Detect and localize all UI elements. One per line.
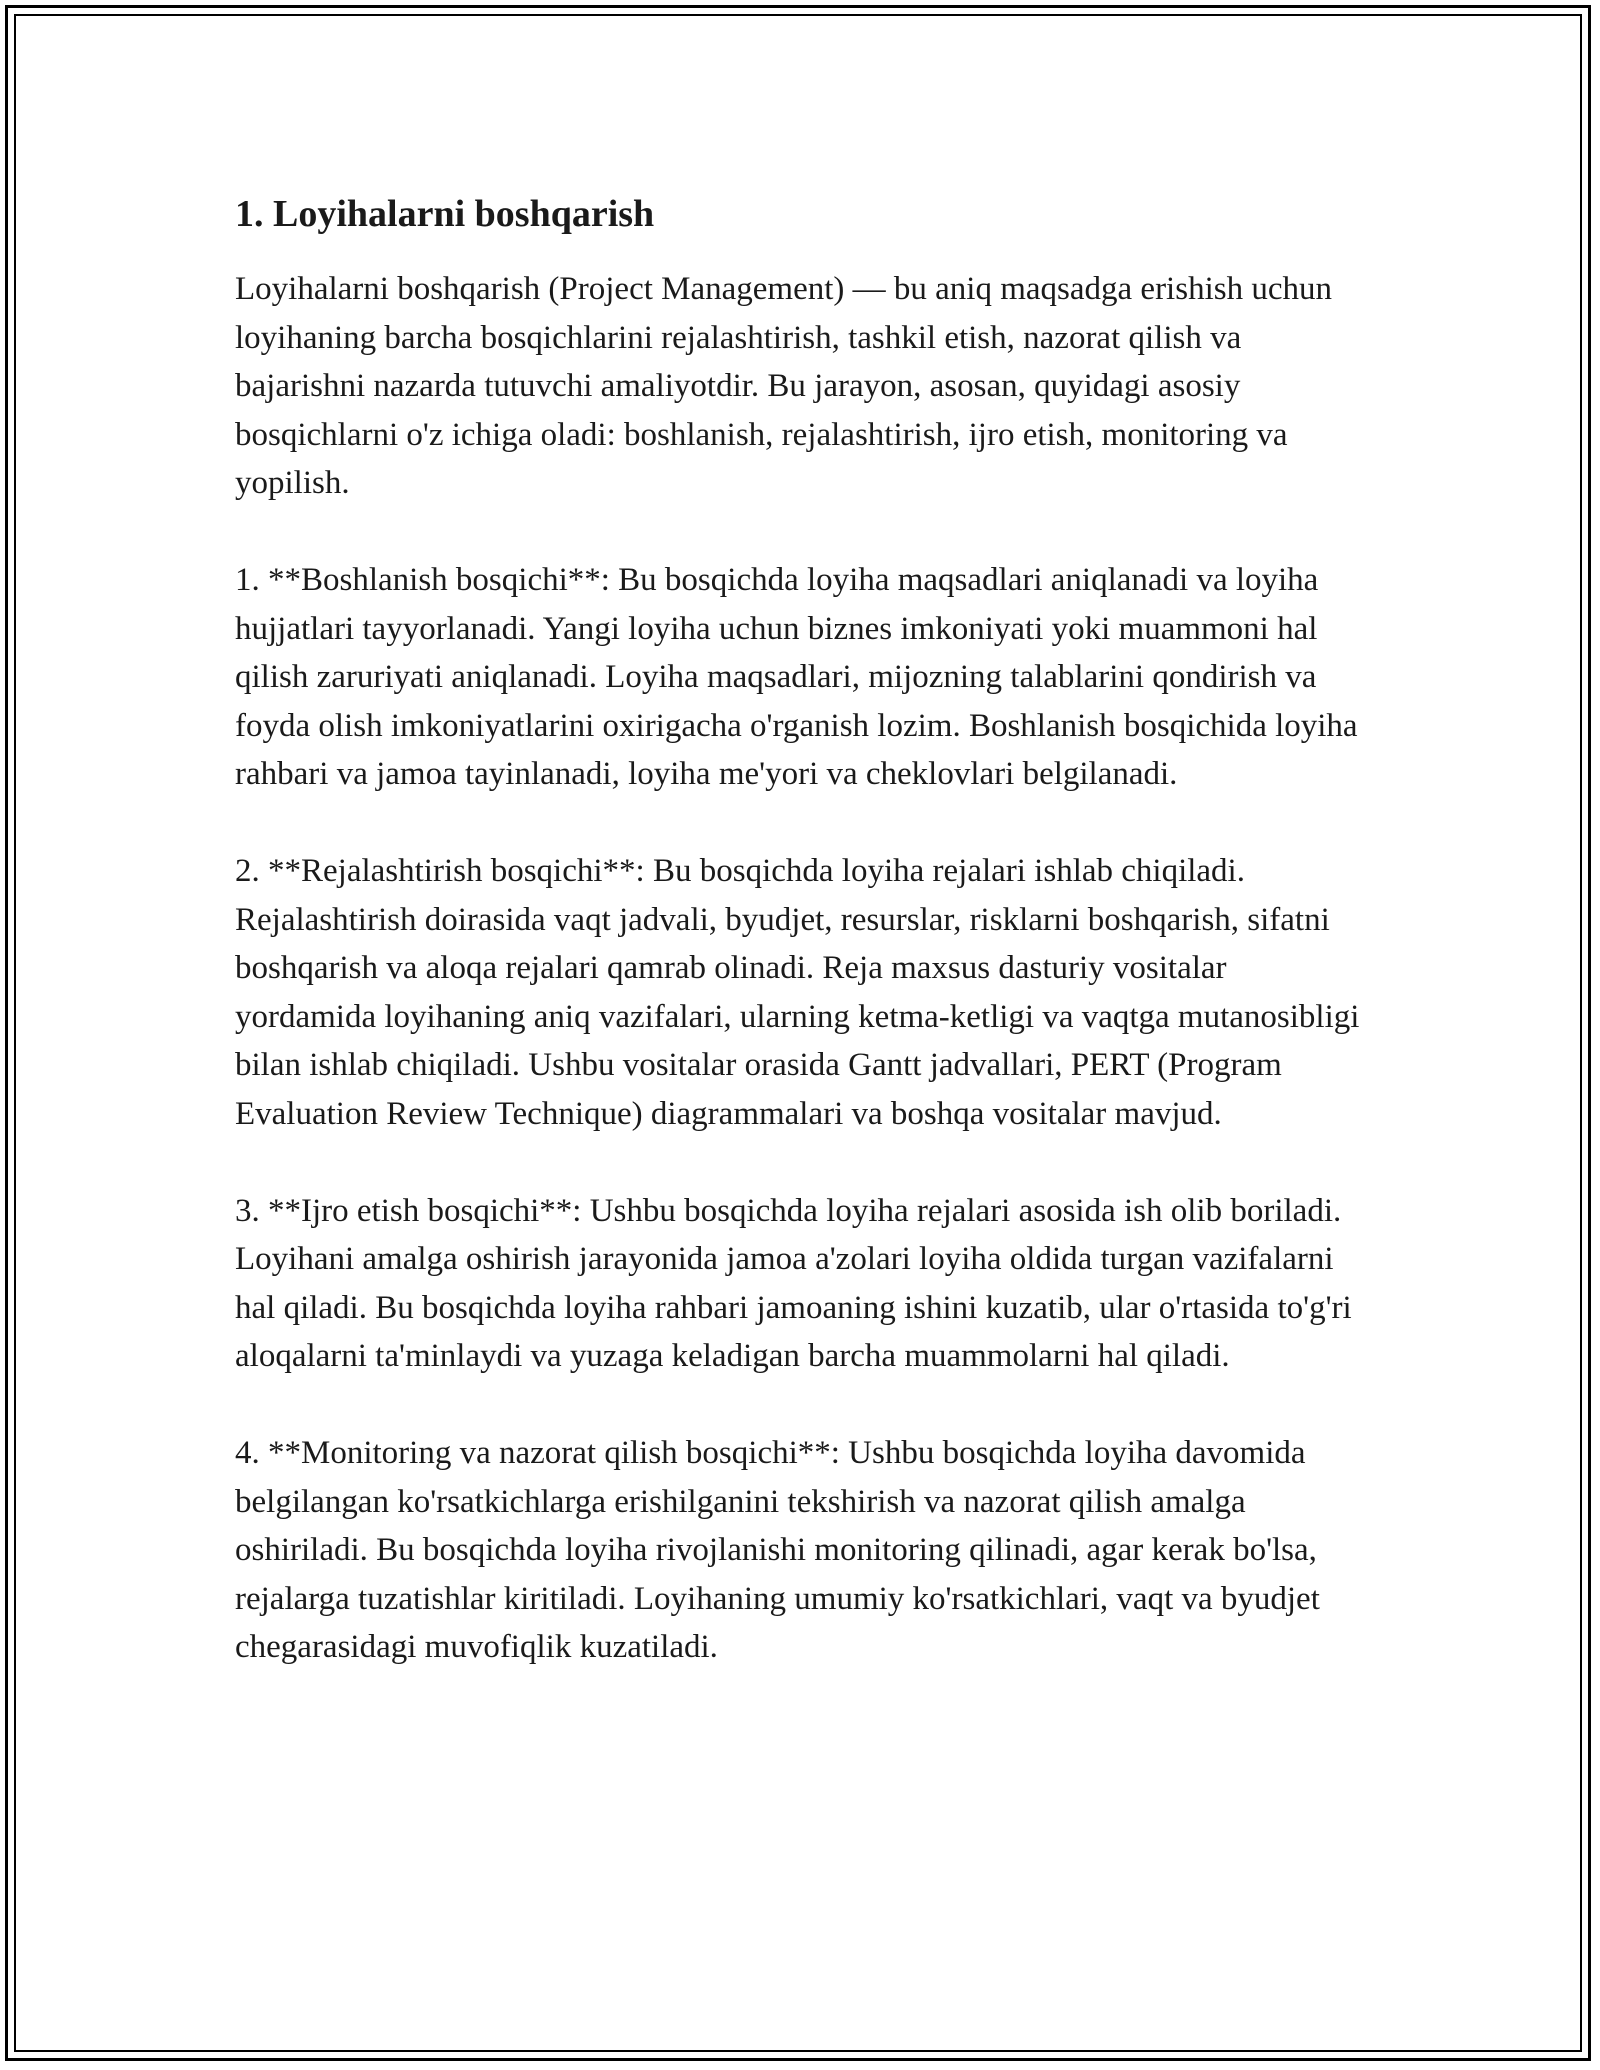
paragraph-boshlanish: 1. **Boshlanish bosqichi**: Bu bosqichda loyiha maqsadlari aniqlanadi va loyiha hujjatlari tayyorlanadi. Yangi loyiha uchun biznes imkoniyati yoki muammoni hal qilish zaruriyati aniqlanadi. Loyiha maqsadlari, mijozning talablarini qondirish va foyda olish imkoniyatlarini oxirigacha o'rganish lozim. Boshlanish bosqichida loyiha rahbari va jamoa tayinlanadi, loyiha me'yori va cheklovlari belgilanadi. — [235, 562, 1358, 792]
paragraph-monitoring: 4. **Monitoring va nazorat qilish bosqichi**: Ushbu bosqichda loyiha davomida belgilangan ko'rsatkichlarga erishilganini tekshirish va nazorat qilish amalga oshiriladi. Bu bosqichda loyiha rivojlanishi monitoring qilinadi, agar kerak bo'lsa, rejalarga tuzatishlar kiritiladi. Loyihaning umumiy ko'rsatkichlari, vaqt va byudjet chegarasidagi muvofiqlik kuzatiladi. — [235, 1435, 1320, 1665]
paragraph-ijro: 3. **Ijro etish bosqichi**: Ushbu bosqichda loyiha rejalari asosida ish olib boriladi. Loyihani amalga oshirish jarayonida jamoa a'zolari loyiha oldida turgan vazifalarni hal qiladi. Bu bosqichda loyiha rahbari jamoaning ishini kuzatib, ular o'rtasida to'g'ri aloqalarni ta'minlaydi va yuzaga keladigan barcha muammolarni hal qiladi. — [235, 1192, 1352, 1374]
paragraph-rejalashtirish: 2. **Rejalashtirish bosqichi**: Bu bosqichda loyiha rejalari ishlab chiqiladi. Rejalashtirish doirasida vaqt jadvali, byudjet, resurslar, risklarni boshqarish, sifatni boshqarish va aloqa rejalari qamrab olinadi. Reja maxsus dasturiy vositalar yordamida loyihaning aniq vazifalari, ularning ketma-ketligi va vaqtga mutanosibligi bilan ishlab chiqiladi. Ushbu vositalar orasida Gantt jadvallari, PERT (Program Evaluation Review Technique) diagrammalari va boshqa vositalar mavjud. — [235, 853, 1360, 1132]
document-title: 1. Loyihalarni boshqarish — [235, 193, 655, 235]
intro-paragraph: Loyihalarni boshqarish (Project Management) — bu aniq maqsadga erishish uchun loyihaning barcha bosqichlarini rejalashtirish, tashkil etish, nazorat qilish va bajarishni nazarda tutuvchi amaliyotdir. Bu jarayon, asosan, quyidagi asosiy bosqichlarni o'z ichiga oladi: boshlanish, rejalashtirish, ijro etish, monitoring va yopilish. — [235, 271, 1332, 501]
document-body — [235, 185, 1375, 1720]
